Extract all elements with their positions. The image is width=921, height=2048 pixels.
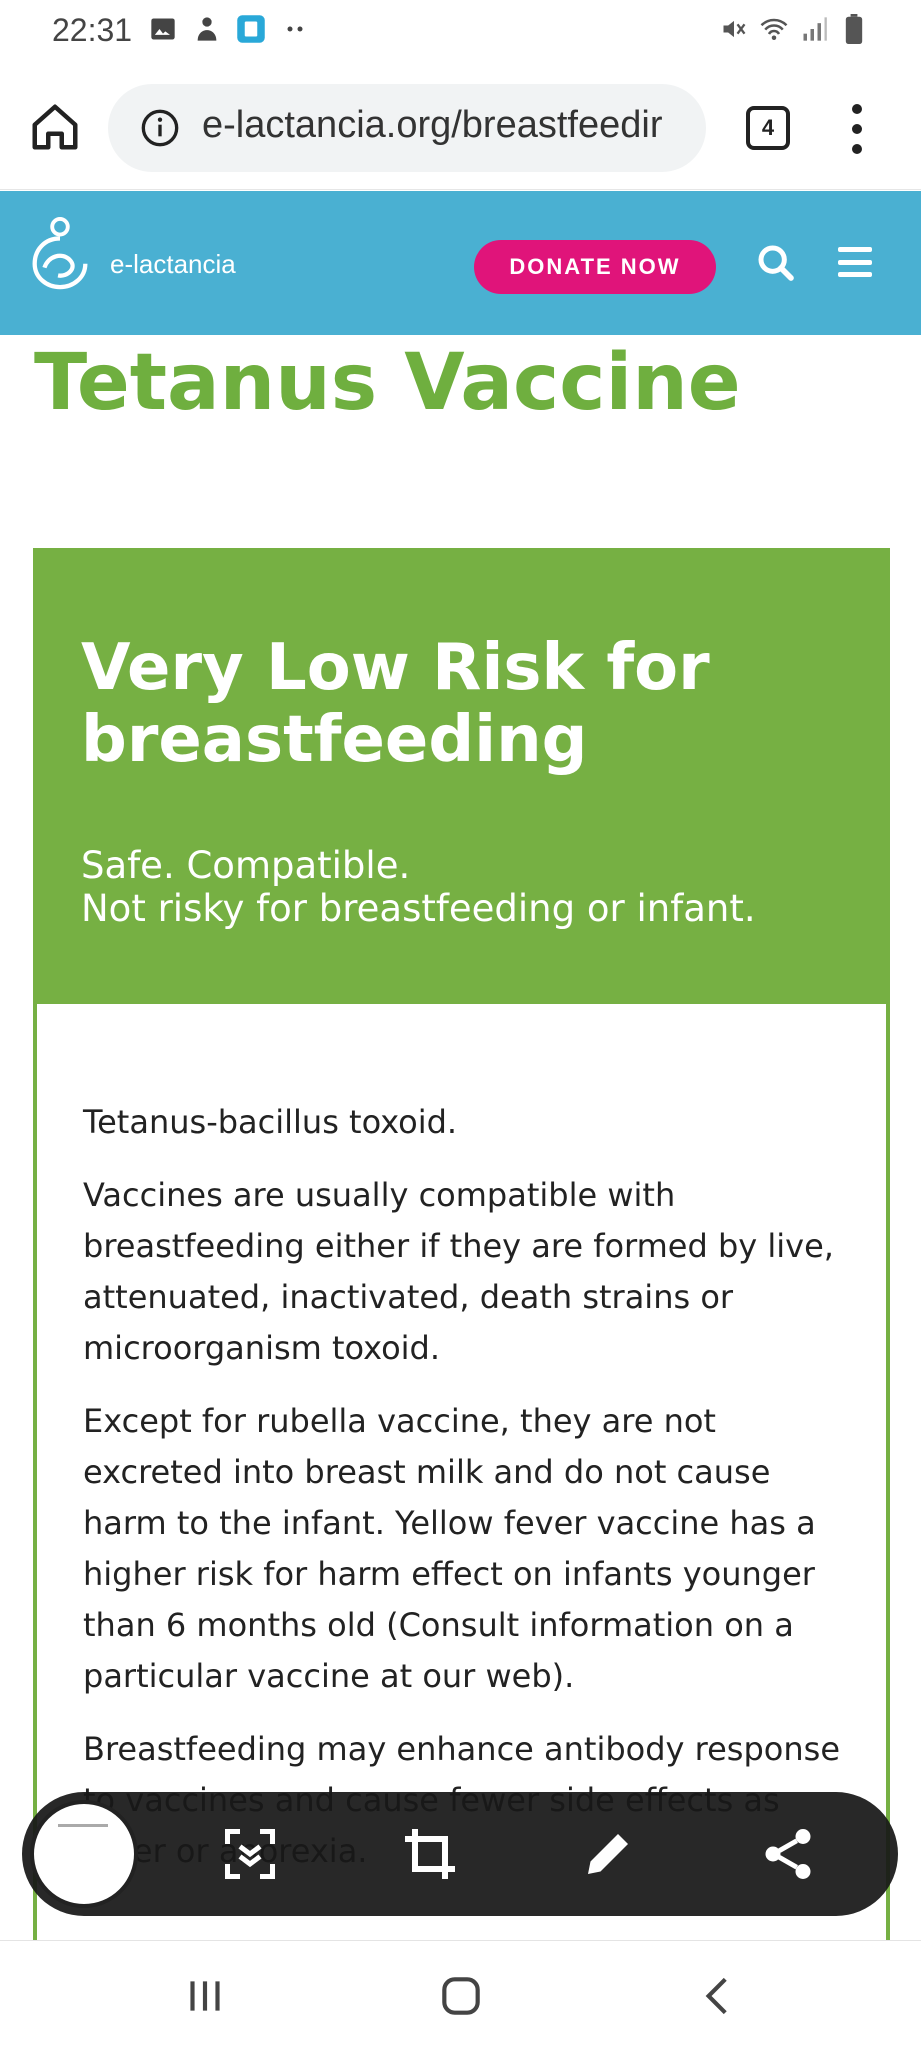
risk-summary-line-2: Not risky for breastfeeding or infant. (81, 887, 756, 930)
image-icon (148, 14, 178, 44)
description-paragraph: Vaccines are usually compatible with breastfeeding either if they are formed by live, attenuated, inactivated, death strains or microorganism toxoid. (83, 1176, 834, 1367)
description-paragraph: Except for rubella vaccine, they are not excreted into breast milk and do not cause harm to the infant. Yellow fever vaccine has a higher risk for harm effect on infants younger than 6 months old (Consult information on a particular vaccine at our web). (83, 1402, 816, 1695)
screenshot-thumbnail[interactable] (30, 1800, 138, 1908)
kebab-dot (852, 104, 862, 114)
mute-icon (719, 14, 749, 44)
description-paragraph: Breastfeeding may enhance antibody response (83, 1730, 840, 1768)
menu-bar (838, 272, 872, 277)
status-right-icons (719, 14, 869, 44)
risk-header (37, 552, 886, 1004)
description-paragraph: Tetanus-bacillus toxoid. (83, 1103, 458, 1141)
browser-toolbar (0, 64, 921, 190)
page-title: Tetanus Vaccine (34, 338, 741, 428)
scroll-capture-icon[interactable] (220, 1824, 280, 1884)
search-icon (756, 243, 796, 283)
risk-summary-line-1: Safe. Compatible. (81, 844, 411, 887)
url-text[interactable]: e-lactancia.org/breastfeedir (202, 104, 663, 146)
e-lactancia-logo-icon[interactable] (30, 217, 90, 291)
search-button[interactable] (756, 243, 796, 283)
menu-bar (838, 260, 872, 265)
home-icon (28, 100, 82, 154)
thumbnail-line (58, 1824, 108, 1827)
info-icon[interactable] (140, 108, 180, 148)
logo-text[interactable]: e-lactancia (110, 249, 236, 279)
app-icon (236, 14, 266, 44)
crop-icon[interactable] (400, 1824, 460, 1884)
risk-level-title: Very Low Risk for breastfeeding (81, 631, 710, 777)
browser-menu-button[interactable] (842, 104, 872, 154)
person-icon (192, 14, 222, 44)
address-bar[interactable] (108, 84, 706, 172)
menu-bar (838, 247, 872, 252)
signal-icon (799, 14, 829, 44)
tab-switcher-button[interactable]: 4 (746, 106, 790, 150)
kebab-dot (852, 124, 862, 134)
status-time: 22:31 (52, 12, 133, 48)
home-nav-icon[interactable] (436, 1971, 486, 2021)
risk-description (83, 1097, 863, 1899)
edit-pencil-icon[interactable] (578, 1824, 638, 1884)
screenshot-toolbar (22, 1792, 898, 1916)
home-button[interactable] (28, 100, 82, 154)
more-dots-icon (280, 14, 310, 44)
wifi-icon (759, 14, 789, 44)
hamburger-menu-button[interactable] (838, 247, 872, 277)
site-header (0, 191, 921, 335)
status-left-icons (148, 14, 310, 44)
status-bar (0, 0, 921, 64)
system-navigation-bar (0, 1940, 921, 2048)
recent-apps-icon[interactable] (180, 1971, 230, 2021)
back-icon[interactable] (694, 1971, 744, 2021)
battery-icon (839, 14, 869, 44)
kebab-dot (852, 144, 862, 154)
donate-now-button[interactable]: DONATE NOW (474, 240, 716, 294)
share-icon[interactable] (758, 1824, 818, 1884)
risk-summary (81, 844, 861, 930)
